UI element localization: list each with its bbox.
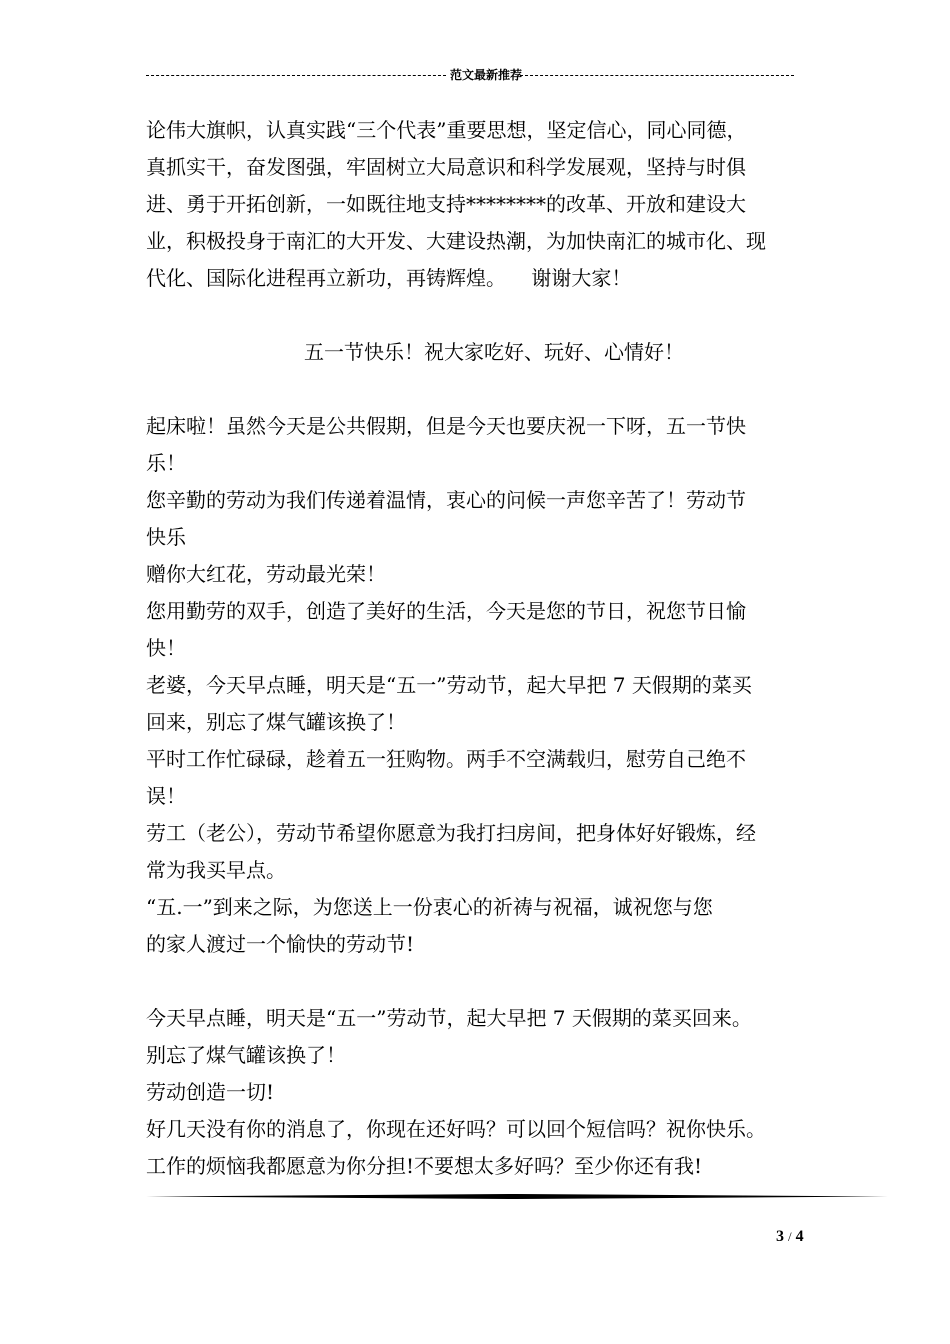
text-line: 老婆，今天早点睡，明天是“五一”劳动节，起大早把 7 天假期的菜买 (146, 673, 752, 697)
header-dash-right (520, 75, 794, 76)
text-line: 赠你大红花，劳动最光荣！ (146, 562, 386, 586)
page-number (776, 1228, 804, 1246)
text-line: 平时工作忙碌碌，趁着五一狂购物。两手不空满载归，慰劳自己绝不 (146, 747, 746, 771)
text-line: 快！ (146, 636, 186, 660)
text-line: 业，积极投身于南汇的大开发、大建设热潮，为加快南汇的城市化、现 (146, 229, 766, 253)
greetings-list (146, 408, 814, 963)
document-body (146, 112, 814, 1185)
footer-rule (146, 1194, 888, 1199)
page-current: 3 (776, 1228, 784, 1245)
header-title: 范文最新推荐 (450, 68, 523, 82)
header-dash-left (146, 75, 446, 76)
text-line: 起床啦！虽然今天是公共假期，但是今天也要庆祝一下呀，五一节快 (146, 414, 746, 438)
text-line: 劳工（老公），劳动节希望你愿意为我打扫房间，把身体好好锻炼，经 (146, 821, 756, 845)
text-line: 今天早点睡，明天是“五一”劳动节，起大早把 7 天假期的菜买回来。 (146, 1006, 752, 1030)
text-line: 常为我买早点。 (146, 858, 286, 882)
text-line: 工作的烦恼我都愿意为你分担!不要想太多好吗？至少你还有我! (146, 1154, 703, 1178)
text-line: 回来，别忘了煤气罐该换了！ (146, 710, 406, 734)
page-total: 4 (795, 1228, 804, 1245)
text-line: 劳动创造一切! (146, 1080, 275, 1104)
text-line: 论伟大旗帜，认真实践“三个代表”重要思想，坚定信心，同心同德， (146, 118, 747, 142)
text-line: “五.一”到来之际，为您送上一份衷心的祈祷与祝福，诚祝您与您 (146, 895, 713, 919)
greetings-list-2 (146, 1000, 814, 1185)
paragraph-closing-speech (146, 112, 814, 297)
page-header (146, 66, 794, 86)
page-separator: / (788, 1229, 792, 1244)
text-line: 误！ (146, 784, 186, 808)
text-line: 好几天没有你的消息了，你现在还好吗？可以回个短信吗？祝你快乐。 (146, 1117, 766, 1141)
text-line: 别忘了煤气罐该换了！ (146, 1043, 346, 1067)
text-line: 真抓实干，奋发图强，牢固树立大局意识和科学发展观，坚持与时俱 (146, 155, 746, 179)
text-line: 进、勇于开拓创新，一如既往地支持********的改革、开放和建设大 (146, 192, 746, 216)
text-line: 代化、国际化进程再立新功，再铸辉煌。 谢谢大家！ (146, 266, 632, 290)
text-line: 的家人渡过一个愉快的劳动节! (146, 932, 415, 956)
text-line: 快乐 (146, 525, 186, 549)
section-heading: 五一节快乐！祝大家吃好、玩好、心情好！ (304, 340, 684, 364)
text-line: 您用勤劳的双手，创造了美好的生活，今天是您的节日，祝您节日愉 (146, 599, 746, 623)
text-line: 您辛勤的劳动为我们传递着温情，衷心的问候一声您辛苦了！劳动节 (146, 488, 746, 512)
text-line: 乐！ (146, 451, 186, 475)
